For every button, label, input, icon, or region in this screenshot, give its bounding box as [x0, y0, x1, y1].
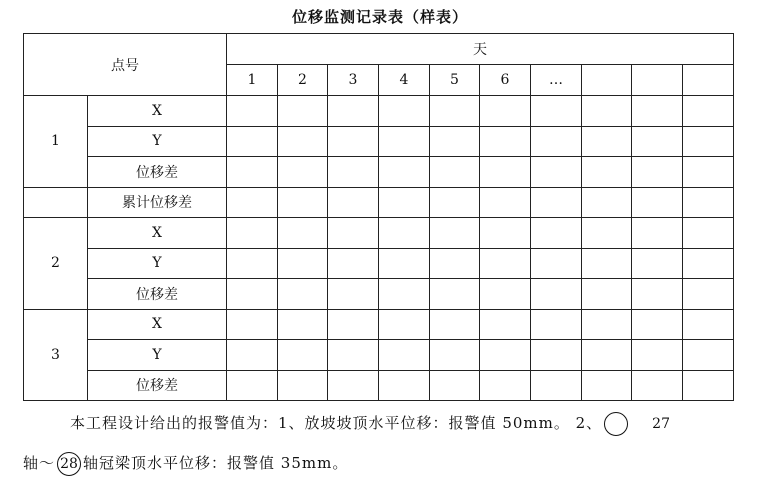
measure-label-cell: 位移差: [88, 370, 227, 401]
value-cell: [278, 248, 328, 279]
value-cell: [632, 96, 683, 127]
value-cell: [328, 340, 379, 371]
value-cell: [328, 309, 379, 340]
alarm-note-text-3: 轴冠梁顶水平位移：报警值 35mm。: [83, 454, 349, 472]
value-cell: [278, 340, 328, 371]
value-cell: [582, 279, 632, 310]
value-cell: [632, 218, 683, 249]
value-cell: [480, 96, 531, 127]
value-cell: [328, 370, 379, 401]
value-cell: [379, 187, 430, 218]
table-row: [24, 157, 734, 188]
point-number-cell: 1: [24, 96, 88, 188]
table-row: [24, 96, 734, 127]
day-header: 天: [227, 34, 734, 65]
table-row: [24, 248, 734, 279]
value-cell: [480, 157, 531, 188]
day-number-cell: …: [531, 65, 582, 96]
value-cell: [683, 248, 734, 279]
value-cell: [531, 187, 582, 218]
value-cell: [430, 248, 480, 279]
value-cell: [683, 187, 734, 218]
table-row: [24, 340, 734, 371]
value-cell: [328, 218, 379, 249]
day-number-cell: 5: [430, 65, 480, 96]
measure-label-cell: Y: [88, 340, 227, 371]
value-cell: [430, 309, 480, 340]
value-cell: [582, 126, 632, 157]
value-cell: [278, 126, 328, 157]
value-cell: [278, 218, 328, 249]
value-cell: [582, 187, 632, 218]
value-cell: [480, 370, 531, 401]
value-cell: [531, 96, 582, 127]
value-cell: [683, 96, 734, 127]
value-cell: [328, 96, 379, 127]
value-cell: [480, 187, 531, 218]
day-number-cell: 3: [328, 65, 379, 96]
value-cell: [632, 279, 683, 310]
value-cell: [430, 218, 480, 249]
measure-label-cell: 位移差: [88, 279, 227, 310]
value-cell: [430, 187, 480, 218]
monitoring-record-table: [23, 33, 734, 401]
measure-label-cell: Y: [88, 126, 227, 157]
value-cell: [227, 370, 278, 401]
value-cell: [227, 157, 278, 188]
value-cell: [683, 279, 734, 310]
value-cell: [632, 187, 683, 218]
value-cell: [582, 218, 632, 249]
value-cell: [582, 370, 632, 401]
value-cell: [531, 126, 582, 157]
value-cell: [328, 279, 379, 310]
value-cell: [632, 340, 683, 371]
table-row: [24, 279, 734, 310]
value-cell: [683, 309, 734, 340]
value-cell: [328, 248, 379, 279]
value-cell: [683, 126, 734, 157]
point-number-cell: [24, 187, 88, 218]
value-cell: [227, 218, 278, 249]
axis-28-circle: 28: [57, 452, 81, 476]
value-cell: [480, 248, 531, 279]
day-number-cell: [632, 65, 683, 96]
value-cell: [379, 126, 430, 157]
value-cell: [278, 279, 328, 310]
value-cell: [227, 340, 278, 371]
value-cell: [328, 157, 379, 188]
day-number-cell: 2: [278, 65, 328, 96]
value-cell: [683, 370, 734, 401]
axis-27-circle: 27: [604, 412, 628, 436]
value-cell: [328, 126, 379, 157]
value-cell: [582, 309, 632, 340]
table-row: [24, 187, 734, 218]
day-number-cell: 4: [379, 65, 430, 96]
value-cell: [480, 279, 531, 310]
value-cell: [480, 340, 531, 371]
value-cell: [430, 96, 480, 127]
alarm-note-line-1: [23, 412, 738, 436]
value-cell: [278, 96, 328, 127]
value-cell: [632, 157, 683, 188]
day-number-cell: [683, 65, 734, 96]
value-cell: [379, 309, 430, 340]
value-cell: [531, 370, 582, 401]
value-cell: [430, 279, 480, 310]
alarm-note-line-2: [23, 452, 738, 476]
value-cell: [632, 309, 683, 340]
day-number-cell: 1: [227, 65, 278, 96]
value-cell: [582, 96, 632, 127]
value-cell: [227, 96, 278, 127]
value-cell: [531, 248, 582, 279]
value-cell: [227, 248, 278, 279]
table-row: [24, 126, 734, 157]
value-cell: [379, 279, 430, 310]
value-cell: [379, 248, 430, 279]
table-title: 位移监测记录表（样表）: [291, 8, 468, 26]
header-row: [24, 34, 734, 65]
value-cell: [379, 218, 430, 249]
value-cell: [379, 96, 430, 127]
measure-label-cell: X: [88, 218, 227, 249]
table-row: [24, 309, 734, 340]
point-header: 点号: [24, 34, 227, 96]
day-number-cell: 6: [480, 65, 531, 96]
measure-label-cell: 累计位移差: [88, 187, 227, 218]
measure-label-cell: Y: [88, 248, 227, 279]
value-cell: [531, 218, 582, 249]
value-cell: [379, 370, 430, 401]
value-cell: [379, 157, 430, 188]
value-cell: [480, 126, 531, 157]
value-cell: [278, 309, 328, 340]
measure-label-cell: 位移差: [88, 157, 227, 188]
point-number-cell: 2: [24, 218, 88, 310]
measure-label-cell: X: [88, 309, 227, 340]
value-cell: [683, 218, 734, 249]
value-cell: [430, 370, 480, 401]
value-cell: [227, 279, 278, 310]
value-cell: [379, 340, 430, 371]
value-cell: [430, 157, 480, 188]
value-cell: [328, 187, 379, 218]
value-cell: [480, 309, 531, 340]
table-row: [24, 370, 734, 401]
value-cell: [632, 248, 683, 279]
day-number-cell: [582, 65, 632, 96]
measure-label-cell: X: [88, 96, 227, 127]
value-cell: [480, 218, 531, 249]
value-cell: [278, 370, 328, 401]
alarm-note-text-1: 本工程设计给出的报警值为：1、放坡坡顶水平位移：报警值 50mm。 2、: [70, 414, 603, 432]
value-cell: [531, 157, 582, 188]
value-cell: [227, 187, 278, 218]
value-cell: [278, 157, 328, 188]
value-cell: [582, 340, 632, 371]
value-cell: [430, 126, 480, 157]
value-cell: [531, 279, 582, 310]
alarm-note-text-2: 轴～: [23, 454, 56, 472]
value-cell: [430, 340, 480, 371]
value-cell: [683, 340, 734, 371]
value-cell: [582, 248, 632, 279]
table-row: [24, 218, 734, 249]
value-cell: [632, 370, 683, 401]
value-cell: [278, 187, 328, 218]
value-cell: [531, 309, 582, 340]
value-cell: [227, 309, 278, 340]
value-cell: [632, 126, 683, 157]
value-cell: [531, 340, 582, 371]
value-cell: [227, 126, 278, 157]
point-number-cell: 3: [24, 309, 88, 401]
value-cell: [582, 157, 632, 188]
value-cell: [683, 157, 734, 188]
